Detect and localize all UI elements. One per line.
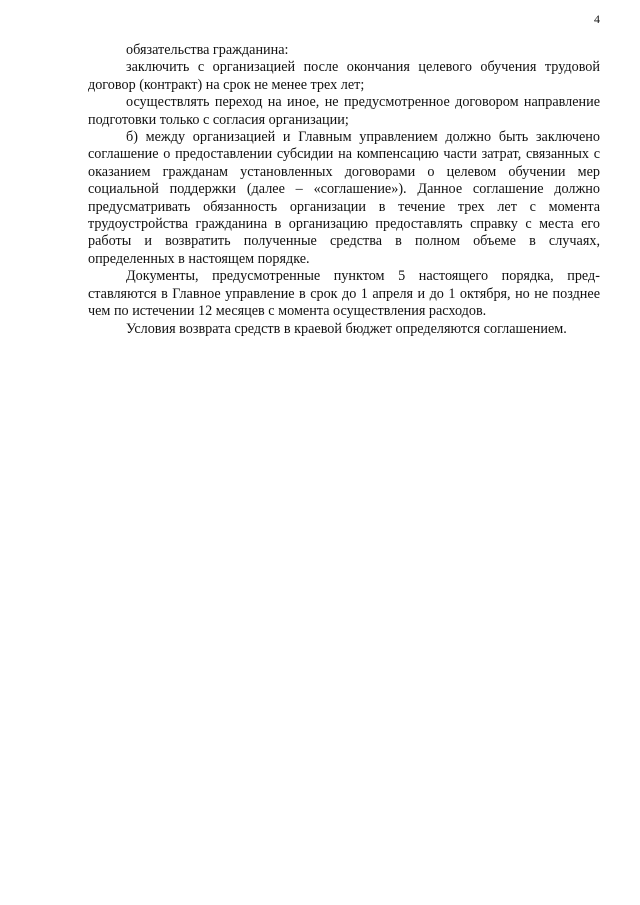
paragraph-documents-deadline: Документы, предусмотренные пунктом 5 настоящего порядка, представляются в Главное управление в срок до 1 апреля и до 1 октября, но не позднее чем по истечении 12 месяцев с момента осуществления расходов.	[88, 268, 600, 320]
paragraph-subsidy-agreement: б) между организацией и Главным управлением должно быть заключено соглашение о предоставлении субсидии на компенсацию части затрат, связанных с оказанием гражданам установленных договорами о целевом обучении мер социальной поддержки (далее – «соглашение»). Данное соглашение должно предусматривать обязанность организации в течение трех лет с момента трудоустройства гражданина в организацию предоставлять справку с места его работы и возвратить полученные средства в полном объеме в случаях, определенных в настоящем порядке.	[88, 129, 600, 267]
paragraph-refund-conditions: Условия возврата средств в краевой бюджет определяются соглашением.	[126, 320, 567, 337]
page-number: 4	[594, 12, 600, 26]
paragraph-training-transfer: осуществлять переход на иное, не предусмотренное договором направление подготовки только с согласия организации;	[88, 94, 600, 128]
paragraph-employment-contract: заключить с организацией после окончания целевого обучения трудовой договор (контракт) на срок не менее трех лет;	[88, 59, 600, 93]
document-body	[88, 42, 600, 338]
paragraph-citizen-obligations-heading: обязательства гражданина:	[126, 42, 289, 58]
